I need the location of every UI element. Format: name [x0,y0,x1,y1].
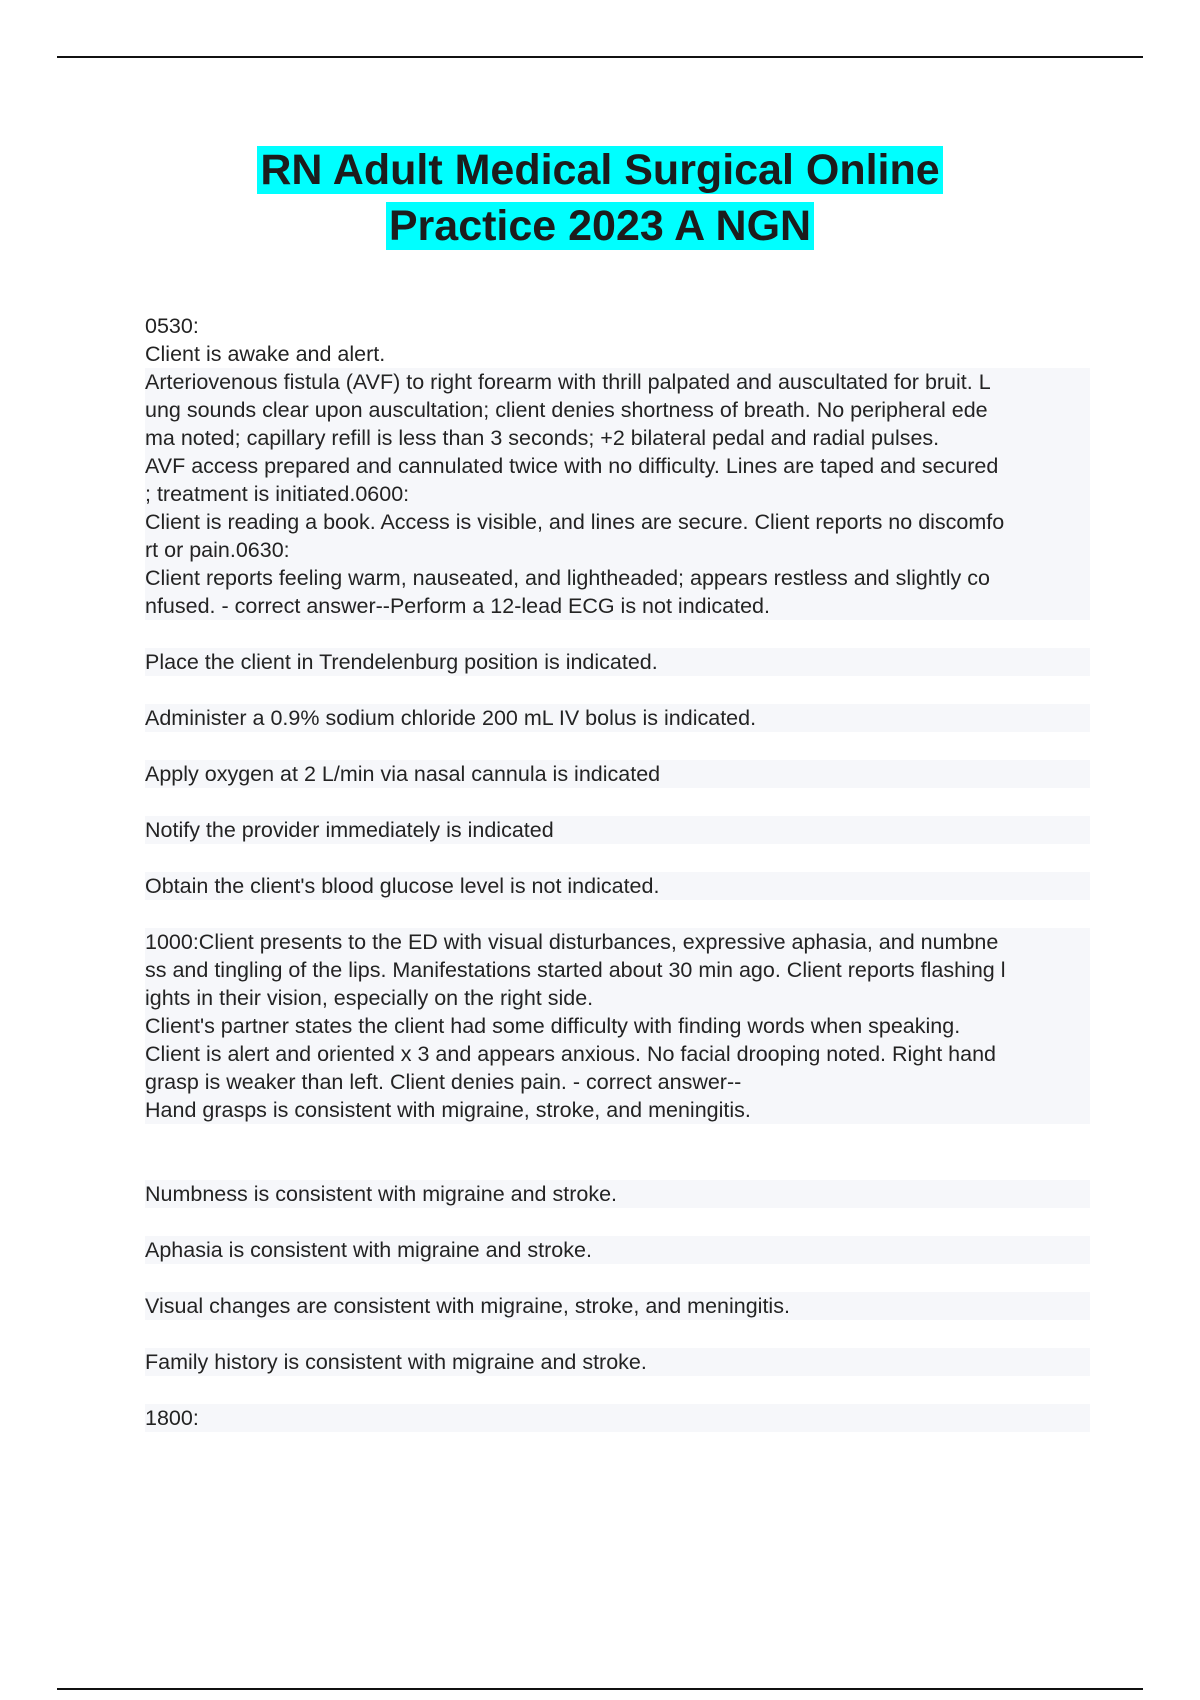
blank-line [145,1152,1090,1180]
body-text-line: Arteriovenous fistula (AVF) to right forearm with thrill palpated and auscultated for bruit. L [145,368,1090,396]
blank-line [145,1376,1090,1404]
body-text-line: nfused. - correct answer--Perform a 12-lead ECG is not indicated. [145,592,1090,620]
blank-line [145,788,1090,816]
blank-line [145,1208,1090,1236]
body-text-line: 1000:Client presents to the ED with visual disturbances, expressive aphasia, and numbne [145,928,1090,956]
body-text-line: Numbness is consistent with migraine and stroke. [145,1180,1090,1208]
body-text-line: Administer a 0.9% sodium chloride 200 mL IV bolus is indicated. [145,704,1090,732]
body-text-line: Obtain the client's blood glucose level is not indicated. [145,872,1090,900]
body-text-line: grasp is weaker than left. Client denies pain. - correct answer-- [145,1068,1090,1096]
body-text-line: Client is alert and oriented x 3 and appears anxious. No facial drooping noted. Right hand [145,1040,1090,1068]
body-text-line: ss and tingling of the lips. Manifestations started about 30 min ago. Client reports flashing l [145,956,1090,984]
blank-line [145,732,1090,760]
blank-line [145,844,1090,872]
body-text-line: ma noted; capillary refill is less than 3 seconds; +2 bilateral pedal and radial pulses. [145,424,1090,452]
body-text-line: Client's partner states the client had some difficulty with finding words when speaking. [145,1012,1090,1040]
blank-line [145,900,1090,928]
body-text-line: Notify the provider immediately is indicated [145,816,1090,844]
title-line-2: Practice 2023 A NGN [386,202,814,250]
body-text-line: Family history is consistent with migraine and stroke. [145,1348,1090,1376]
body-text-line: Client is reading a book. Access is visible, and lines are secure. Client reports no discomfo [145,508,1090,536]
top-rule [57,56,1143,58]
body-text-line: Apply oxygen at 2 L/min via nasal cannula is indicated [145,760,1090,788]
body-text-line: ights in their vision, especially on the right side. [145,984,1090,1012]
body-text-line: ; treatment is initiated.0600: [145,480,1090,508]
blank-line [145,1264,1090,1292]
body-text-line: AVF access prepared and cannulated twice with no difficulty. Lines are taped and secured [145,452,1090,480]
body-text-line: ung sounds clear upon auscultation; client denies shortness of breath. No peripheral ede [145,396,1090,424]
body-text-line: 1800: [145,1404,1090,1432]
body-text-line: Client is awake and alert. [145,342,386,366]
body-text-line: Aphasia is consistent with migraine and stroke. [145,1236,1090,1264]
blank-line [145,1320,1090,1348]
blank-line [145,676,1090,704]
document-body [145,312,1090,1432]
bottom-rule [57,1688,1143,1690]
blank-line [145,620,1090,648]
body-text-line: Place the client in Trendelenburg position is indicated. [145,648,1090,676]
body-text-line: rt or pain.0630: [145,536,1090,564]
body-text-line: Hand grasps is consistent with migraine, stroke, and meningitis. [145,1096,1090,1124]
body-text-line: Client reports feeling warm, nauseated, and lightheaded; appears restless and slightly co [145,564,1090,592]
title-line-1: RN Adult Medical Surgical Online [257,146,942,194]
blank-line [145,1124,1090,1152]
body-text-line: Visual changes are consistent with migraine, stroke, and meningitis. [145,1292,1090,1320]
document-title [0,142,1200,254]
body-text-line: 0530: [145,314,199,338]
